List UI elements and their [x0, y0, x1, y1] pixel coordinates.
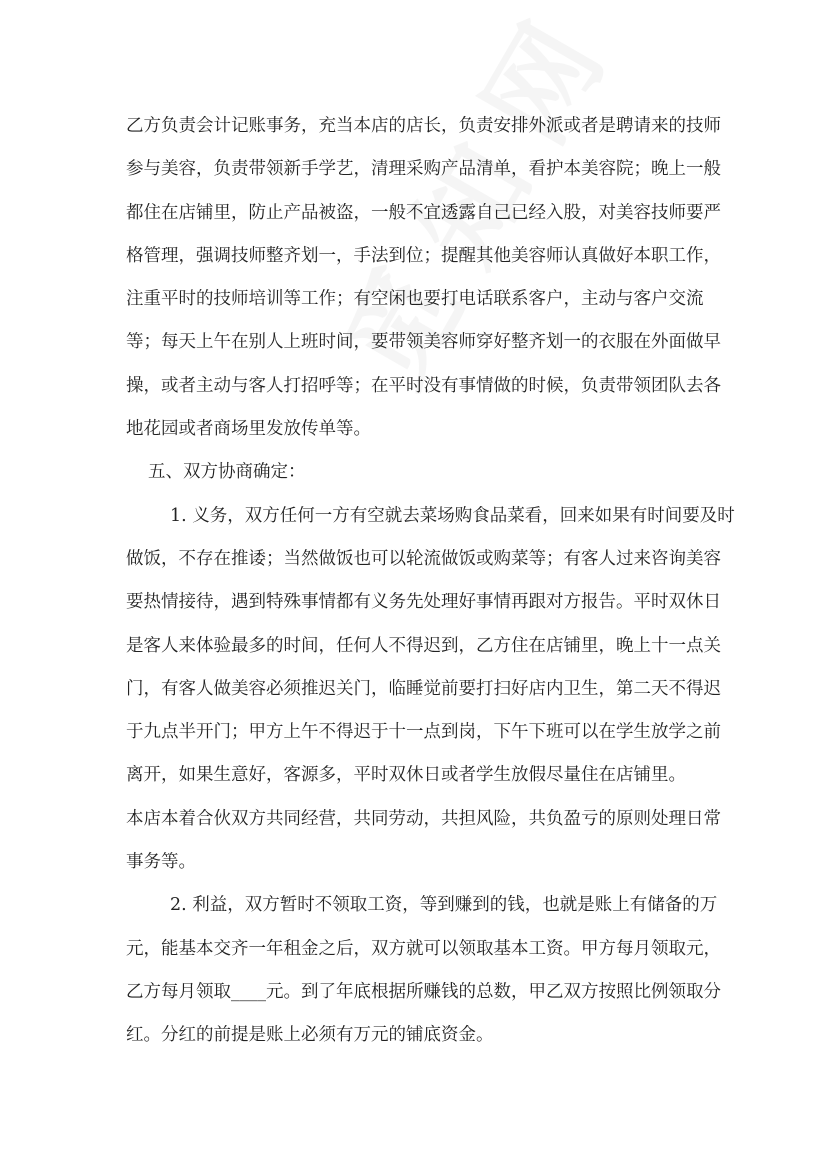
text-line: 离开，如果生意好，客源多，平时双休日或者学生放假尽量住在店铺里。: [126, 765, 686, 786]
text-line: 五、双方协商确定：: [148, 462, 306, 483]
text-line: 做饭，不存在推诿；当然做饭也可以轮流做饭或购菜等；有客人过来咨询美容: [126, 548, 721, 569]
text-line: 等；每天上午在别人上班时间，要带领美容师穿好整齐划一的衣服在外面做早: [126, 332, 721, 353]
text-line: 地花园或者商场里发放传单等。: [126, 419, 371, 440]
paragraph: [126, 803, 721, 890]
text-line: 注重平时的技师培训等工作；有空闲也要打电话联系客户，主动与客户交流: [126, 289, 704, 310]
text-line: 乙方每月领取____元。到了年底根据所赚钱的总数，甲乙双方按照比例领取分: [126, 981, 721, 1002]
text-line: 参与美容，负责带领新手学艺，清理采购产品清单，看护本美容院；晚上一般: [126, 159, 721, 180]
text-line: 要热情接待，遇到特殊事情都有义务先处理好事情再跟对方报告。平时双休日: [126, 592, 721, 613]
paragraph: [126, 110, 721, 456]
section-heading: [126, 456, 703, 499]
text-line: 事务等。: [126, 852, 196, 873]
text-line: 乙方负责会计记账事务，充当本店的店长，负责安排外派或者是聘请来的技师: [126, 116, 721, 136]
text-line: 元，能基本交齐一年租金之后，双方就可以领取基本工资。甲方每月领取元，: [126, 938, 721, 959]
text-line: 是客人来体验最多的时间，任何人不得迟到，乙方住在店铺里，晚上十一点关: [126, 635, 721, 656]
text-line: 门，有客人做美容必须推迟关门，临睡觉前要打扫好店内卫生，第二天不得迟: [126, 678, 721, 699]
text-line: 1. 义务，双方任何一方有空就去菜场购食品菜看，回来如果有时间要及时: [170, 505, 735, 526]
text-line: 格管理，强调技师整齐划一，手法到位；提醒其他美容师认真做好本职工作，: [126, 245, 721, 266]
paragraph: [126, 500, 735, 803]
document-body: [126, 110, 735, 1063]
text-line: 2. 利益，双方暂时不领取工资，等到赚到的钱，也就是账上有储备的万: [170, 895, 718, 916]
text-line: 红。分红的前提是账上必须有万元的铺底资金。: [126, 1025, 494, 1046]
text-line: 本店本着合伙双方共同经营，共同劳动，共担风险，共负盈亏的原则处理日常: [126, 808, 721, 829]
text-line: 操，或者主动与客人打招呼等；在平时没有事情做的时候，负责带领团队去各: [126, 375, 721, 396]
text-line: 于九点半开门；甲方上午不得迟于十一点到岗，下午下班可以在学生放学之前: [126, 722, 721, 743]
paragraph: [126, 889, 721, 1062]
text-line: 都住在店铺里，防止产品被盗，一般不宜透露自己已经入股，对美容技师要严: [126, 202, 721, 223]
